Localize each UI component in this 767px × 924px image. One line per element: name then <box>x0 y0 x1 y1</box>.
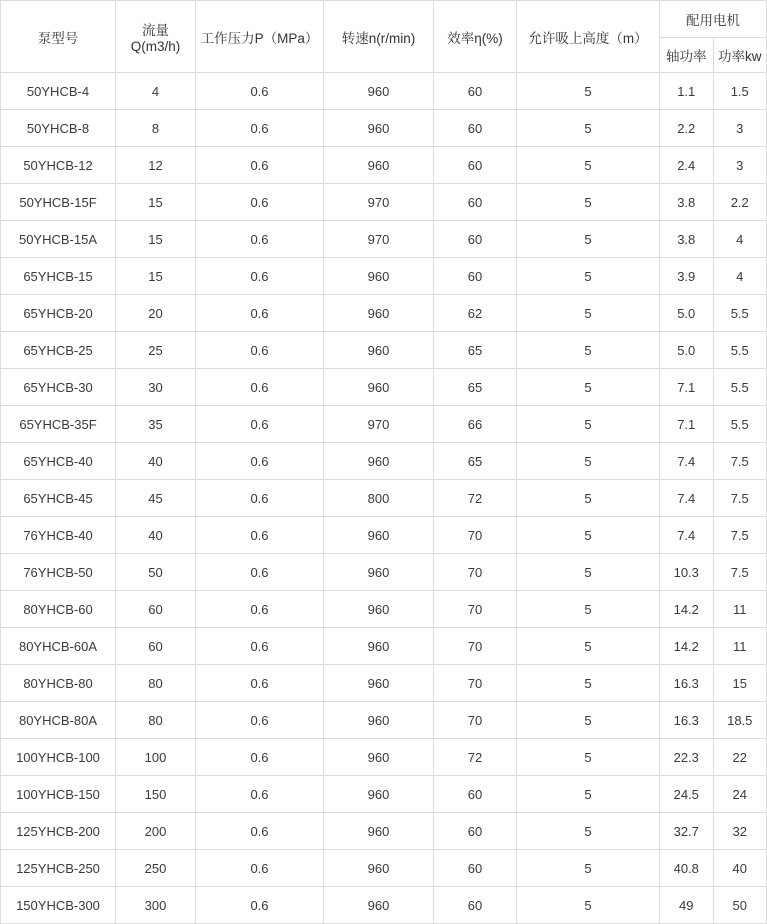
cell-rated-power: 24 <box>713 776 767 813</box>
cell-suction-height: 5 <box>517 184 660 221</box>
cell-shaft-power: 3.8 <box>660 184 714 221</box>
cell-shaft-power: 16.3 <box>660 665 714 702</box>
table-row <box>1 813 767 850</box>
cell-rated-power: 40 <box>713 850 767 887</box>
cell-model: 50YHCB-15F <box>1 184 116 221</box>
cell-rated-power: 7.5 <box>713 517 767 554</box>
cell-rated-power: 3 <box>713 110 767 147</box>
cell-suction-height: 5 <box>517 776 660 813</box>
column-header-flow: 流量Q(m3/h) <box>116 1 196 73</box>
table-row <box>1 73 767 110</box>
table-header-row-primary <box>1 1 767 38</box>
table-row <box>1 406 767 443</box>
cell-efficiency: 70 <box>434 702 517 739</box>
cell-model: 50YHCB-8 <box>1 110 116 147</box>
cell-suction-height: 5 <box>517 332 660 369</box>
cell-rated-power: 22 <box>713 739 767 776</box>
table-row <box>1 850 767 887</box>
cell-speed: 960 <box>324 554 434 591</box>
cell-speed: 960 <box>324 517 434 554</box>
cell-speed: 960 <box>324 813 434 850</box>
cell-shaft-power: 49 <box>660 887 714 924</box>
cell-shaft-power: 3.9 <box>660 258 714 295</box>
table-body <box>1 73 767 924</box>
cell-pressure: 0.6 <box>196 332 324 369</box>
table-row <box>1 295 767 332</box>
cell-rated-power: 5.5 <box>713 406 767 443</box>
cell-rated-power: 15 <box>713 665 767 702</box>
cell-speed: 800 <box>324 480 434 517</box>
cell-rated-power: 7.5 <box>713 480 767 517</box>
cell-suction-height: 5 <box>517 813 660 850</box>
cell-suction-height: 5 <box>517 73 660 110</box>
cell-speed: 960 <box>324 739 434 776</box>
cell-shaft-power: 5.0 <box>660 295 714 332</box>
cell-suction-height: 5 <box>517 739 660 776</box>
cell-efficiency: 70 <box>434 665 517 702</box>
column-header-rated-power: 功率kw <box>713 38 767 73</box>
table-row <box>1 332 767 369</box>
cell-flow: 15 <box>116 221 196 258</box>
cell-speed: 960 <box>324 295 434 332</box>
cell-flow: 80 <box>116 665 196 702</box>
cell-pressure: 0.6 <box>196 147 324 184</box>
cell-pressure: 0.6 <box>196 702 324 739</box>
cell-efficiency: 65 <box>434 443 517 480</box>
cell-rated-power: 5.5 <box>713 332 767 369</box>
cell-flow: 40 <box>116 443 196 480</box>
table-row <box>1 554 767 591</box>
cell-flow: 80 <box>116 702 196 739</box>
cell-efficiency: 65 <box>434 369 517 406</box>
cell-model: 50YHCB-4 <box>1 73 116 110</box>
cell-shaft-power: 22.3 <box>660 739 714 776</box>
cell-suction-height: 5 <box>517 665 660 702</box>
table-header <box>1 1 767 73</box>
table-row <box>1 739 767 776</box>
cell-model: 76YHCB-40 <box>1 517 116 554</box>
cell-speed: 960 <box>324 665 434 702</box>
cell-flow: 150 <box>116 776 196 813</box>
cell-suction-height: 5 <box>517 517 660 554</box>
cell-efficiency: 60 <box>434 110 517 147</box>
cell-suction-height: 5 <box>517 443 660 480</box>
cell-speed: 960 <box>324 887 434 924</box>
table-row <box>1 517 767 554</box>
cell-efficiency: 60 <box>434 184 517 221</box>
cell-model: 65YHCB-15 <box>1 258 116 295</box>
cell-efficiency: 65 <box>434 332 517 369</box>
cell-model: 80YHCB-80 <box>1 665 116 702</box>
cell-model: 65YHCB-20 <box>1 295 116 332</box>
cell-shaft-power: 7.1 <box>660 369 714 406</box>
cell-shaft-power: 5.0 <box>660 332 714 369</box>
cell-shaft-power: 32.7 <box>660 813 714 850</box>
cell-efficiency: 70 <box>434 628 517 665</box>
cell-efficiency: 60 <box>434 258 517 295</box>
table-row <box>1 702 767 739</box>
cell-flow: 35 <box>116 406 196 443</box>
cell-efficiency: 70 <box>434 517 517 554</box>
cell-rated-power: 7.5 <box>713 443 767 480</box>
column-header-speed: 转速n(r/min) <box>324 1 434 73</box>
cell-flow: 100 <box>116 739 196 776</box>
cell-shaft-power: 7.4 <box>660 443 714 480</box>
column-header-model: 泵型号 <box>1 1 116 73</box>
column-header-shaft-power: 轴功率 <box>660 38 714 73</box>
table-row <box>1 147 767 184</box>
cell-shaft-power: 10.3 <box>660 554 714 591</box>
cell-flow: 200 <box>116 813 196 850</box>
table-row <box>1 369 767 406</box>
table-row <box>1 184 767 221</box>
table-row <box>1 776 767 813</box>
cell-pressure: 0.6 <box>196 554 324 591</box>
cell-rated-power: 2.2 <box>713 184 767 221</box>
cell-flow: 50 <box>116 554 196 591</box>
cell-flow: 8 <box>116 110 196 147</box>
cell-shaft-power: 16.3 <box>660 702 714 739</box>
cell-suction-height: 5 <box>517 147 660 184</box>
cell-suction-height: 5 <box>517 480 660 517</box>
cell-efficiency: 70 <box>434 554 517 591</box>
cell-pressure: 0.6 <box>196 258 324 295</box>
table-row <box>1 443 767 480</box>
cell-model: 80YHCB-80A <box>1 702 116 739</box>
cell-suction-height: 5 <box>517 110 660 147</box>
column-header-motor-group: 配用电机 <box>660 1 767 38</box>
cell-shaft-power: 1.1 <box>660 73 714 110</box>
cell-efficiency: 72 <box>434 739 517 776</box>
cell-speed: 960 <box>324 628 434 665</box>
cell-pressure: 0.6 <box>196 850 324 887</box>
cell-rated-power: 7.5 <box>713 554 767 591</box>
cell-efficiency: 62 <box>434 295 517 332</box>
cell-rated-power: 11 <box>713 628 767 665</box>
cell-pressure: 0.6 <box>196 73 324 110</box>
table-row <box>1 887 767 924</box>
cell-pressure: 0.6 <box>196 110 324 147</box>
cell-model: 50YHCB-15A <box>1 221 116 258</box>
column-header-suction-height: 允许吸上高度（m） <box>517 1 660 73</box>
cell-flow: 40 <box>116 517 196 554</box>
cell-flow: 30 <box>116 369 196 406</box>
table-row <box>1 110 767 147</box>
cell-shaft-power: 7.1 <box>660 406 714 443</box>
cell-rated-power: 50 <box>713 887 767 924</box>
table-row <box>1 628 767 665</box>
cell-rated-power: 3 <box>713 147 767 184</box>
cell-suction-height: 5 <box>517 369 660 406</box>
column-header-efficiency: 效率η(%) <box>434 1 517 73</box>
cell-suction-height: 5 <box>517 850 660 887</box>
cell-suction-height: 5 <box>517 628 660 665</box>
cell-pressure: 0.6 <box>196 443 324 480</box>
cell-efficiency: 60 <box>434 887 517 924</box>
cell-rated-power: 5.5 <box>713 295 767 332</box>
cell-rated-power: 18.5 <box>713 702 767 739</box>
cell-speed: 960 <box>324 850 434 887</box>
cell-suction-height: 5 <box>517 295 660 332</box>
cell-model: 100YHCB-100 <box>1 739 116 776</box>
cell-model: 150YHCB-300 <box>1 887 116 924</box>
cell-pressure: 0.6 <box>196 295 324 332</box>
cell-shaft-power: 7.4 <box>660 517 714 554</box>
cell-shaft-power: 7.4 <box>660 480 714 517</box>
cell-speed: 960 <box>324 110 434 147</box>
cell-efficiency: 60 <box>434 813 517 850</box>
cell-efficiency: 66 <box>434 406 517 443</box>
cell-speed: 960 <box>324 73 434 110</box>
cell-suction-height: 5 <box>517 702 660 739</box>
table-row <box>1 665 767 702</box>
cell-flow: 4 <box>116 73 196 110</box>
cell-flow: 60 <box>116 591 196 628</box>
table-row <box>1 258 767 295</box>
cell-pressure: 0.6 <box>196 665 324 702</box>
cell-speed: 960 <box>324 369 434 406</box>
cell-model: 65YHCB-45 <box>1 480 116 517</box>
cell-efficiency: 60 <box>434 776 517 813</box>
cell-flow: 45 <box>116 480 196 517</box>
cell-model: 80YHCB-60 <box>1 591 116 628</box>
cell-efficiency: 60 <box>434 850 517 887</box>
cell-shaft-power: 2.2 <box>660 110 714 147</box>
cell-shaft-power: 14.2 <box>660 628 714 665</box>
table-row <box>1 591 767 628</box>
cell-shaft-power: 3.8 <box>660 221 714 258</box>
cell-rated-power: 1.5 <box>713 73 767 110</box>
cell-shaft-power: 40.8 <box>660 850 714 887</box>
cell-suction-height: 5 <box>517 258 660 295</box>
cell-model: 65YHCB-30 <box>1 369 116 406</box>
cell-model: 65YHCB-35F <box>1 406 116 443</box>
cell-model: 80YHCB-60A <box>1 628 116 665</box>
cell-efficiency: 60 <box>434 73 517 110</box>
cell-flow: 20 <box>116 295 196 332</box>
cell-model: 76YHCB-50 <box>1 554 116 591</box>
cell-speed: 960 <box>324 591 434 628</box>
cell-model: 125YHCB-250 <box>1 850 116 887</box>
cell-flow: 250 <box>116 850 196 887</box>
cell-flow: 15 <box>116 184 196 221</box>
cell-model: 125YHCB-200 <box>1 813 116 850</box>
cell-flow: 12 <box>116 147 196 184</box>
cell-suction-height: 5 <box>517 554 660 591</box>
cell-speed: 960 <box>324 258 434 295</box>
cell-model: 65YHCB-40 <box>1 443 116 480</box>
cell-rated-power: 11 <box>713 591 767 628</box>
cell-rated-power: 32 <box>713 813 767 850</box>
cell-pressure: 0.6 <box>196 813 324 850</box>
cell-pressure: 0.6 <box>196 776 324 813</box>
cell-speed: 970 <box>324 406 434 443</box>
cell-suction-height: 5 <box>517 221 660 258</box>
cell-speed: 960 <box>324 332 434 369</box>
cell-speed: 960 <box>324 702 434 739</box>
cell-efficiency: 60 <box>434 147 517 184</box>
cell-suction-height: 5 <box>517 591 660 628</box>
cell-flow: 15 <box>116 258 196 295</box>
cell-pressure: 0.6 <box>196 480 324 517</box>
cell-model: 100YHCB-150 <box>1 776 116 813</box>
cell-rated-power: 4 <box>713 221 767 258</box>
cell-rated-power: 4 <box>713 258 767 295</box>
column-header-pressure: 工作压力P（MPa） <box>196 1 324 73</box>
cell-flow: 25 <box>116 332 196 369</box>
cell-pressure: 0.6 <box>196 887 324 924</box>
cell-model: 65YHCB-25 <box>1 332 116 369</box>
cell-shaft-power: 14.2 <box>660 591 714 628</box>
cell-shaft-power: 2.4 <box>660 147 714 184</box>
cell-speed: 960 <box>324 147 434 184</box>
cell-pressure: 0.6 <box>196 517 324 554</box>
cell-pressure: 0.6 <box>196 739 324 776</box>
cell-flow: 300 <box>116 887 196 924</box>
cell-speed: 970 <box>324 221 434 258</box>
cell-pressure: 0.6 <box>196 406 324 443</box>
cell-pressure: 0.6 <box>196 628 324 665</box>
cell-efficiency: 72 <box>434 480 517 517</box>
cell-speed: 960 <box>324 443 434 480</box>
cell-pressure: 0.6 <box>196 591 324 628</box>
cell-pressure: 0.6 <box>196 184 324 221</box>
table-row <box>1 480 767 517</box>
cell-suction-height: 5 <box>517 406 660 443</box>
cell-flow: 60 <box>116 628 196 665</box>
cell-pressure: 0.6 <box>196 369 324 406</box>
cell-efficiency: 70 <box>434 591 517 628</box>
cell-pressure: 0.6 <box>196 221 324 258</box>
cell-speed: 960 <box>324 776 434 813</box>
cell-efficiency: 60 <box>434 221 517 258</box>
cell-shaft-power: 24.5 <box>660 776 714 813</box>
table-row <box>1 221 767 258</box>
cell-rated-power: 5.5 <box>713 369 767 406</box>
cell-model: 50YHCB-12 <box>1 147 116 184</box>
cell-suction-height: 5 <box>517 887 660 924</box>
cell-speed: 970 <box>324 184 434 221</box>
